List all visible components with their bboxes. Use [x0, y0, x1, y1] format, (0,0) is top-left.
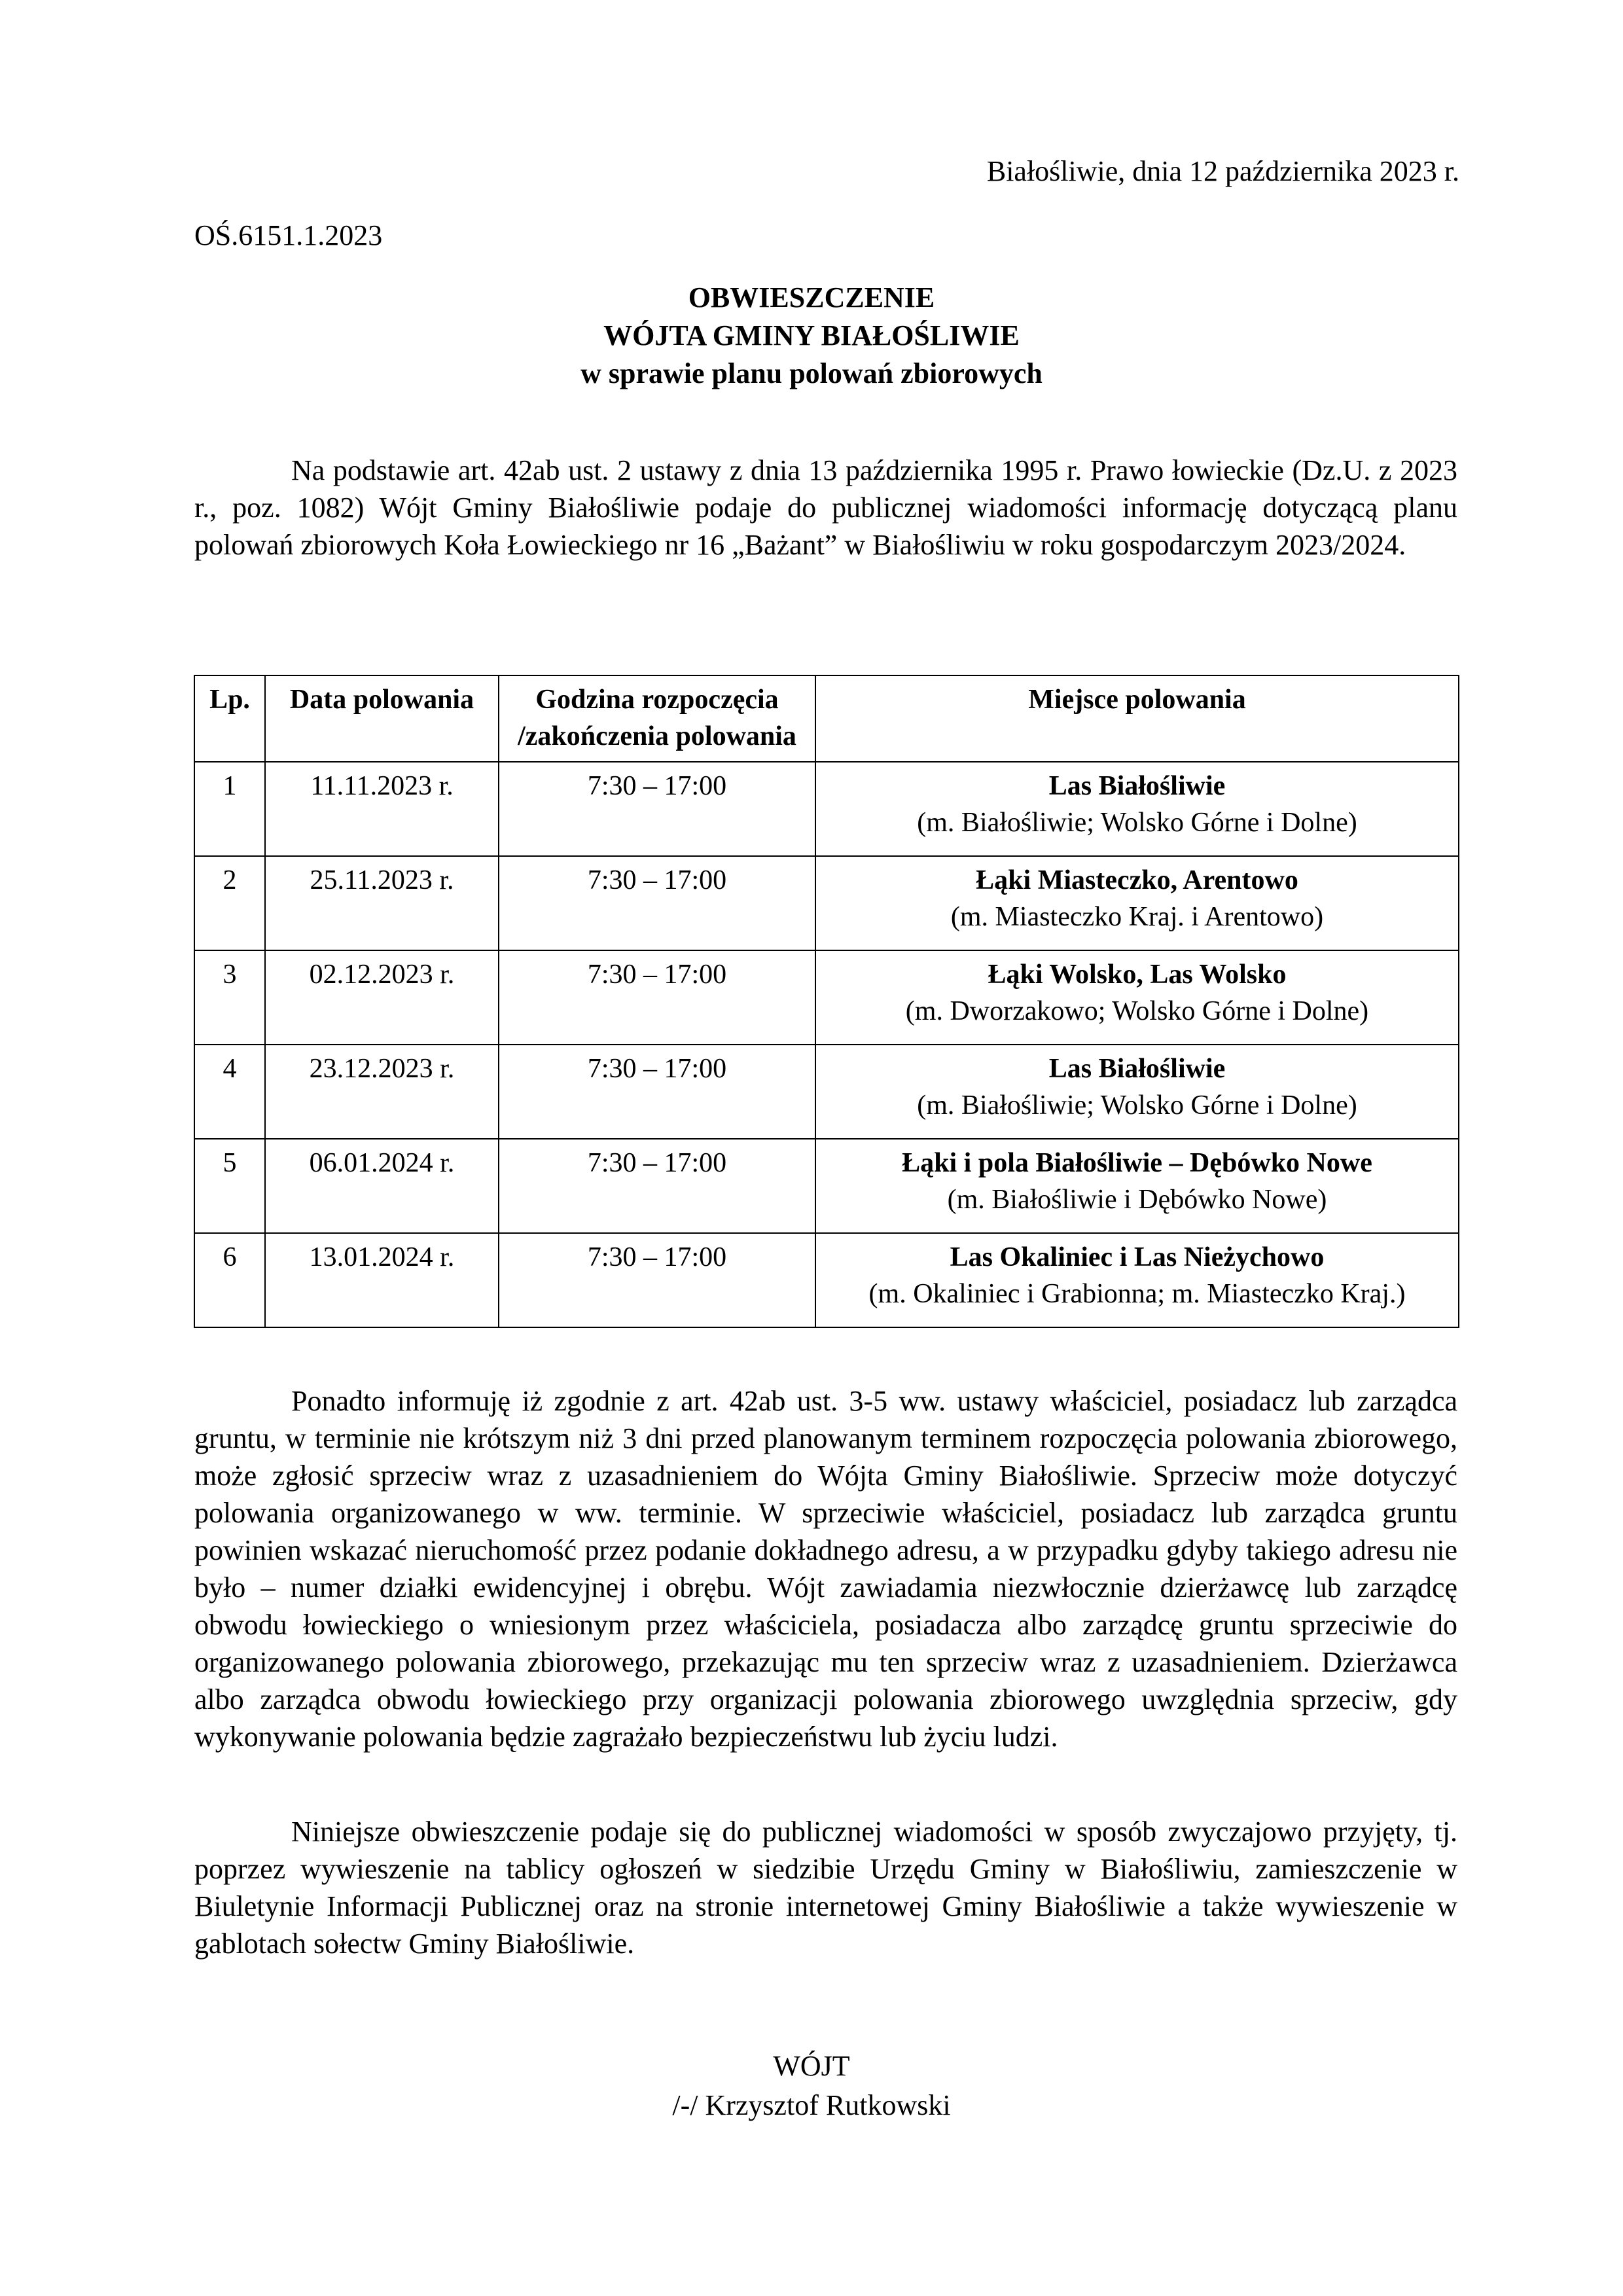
cell-date: 25.11.2023 r.: [265, 856, 499, 950]
place-detail: (m. Dworzakowo; Wolsko Górne i Dolne): [905, 996, 1369, 1026]
title-line-1: OBWIESZCZENIE: [688, 281, 935, 314]
publication-paragraph: Niniejsze obwieszczenie podaje się do publicznej wiadomości w sposób zwyczajowo przyjęty, tj. poprzez wywieszenie na tablicy ogłoszeń w siedzibie Urzędu Gminy w Białośliwiu, zamieszczenie w Biuletynie Informacji Publicznej oraz na stronie internetowej Gminy Białośliwie a także wywieszenie w gablotach sołectw Gminy Białośliwie.: [194, 1816, 1457, 1960]
place-and-date: Białośliwie, dnia 12 października 2023 r.: [986, 155, 1459, 187]
place-detail: (m. Okaliniec i Grabionna; m. Miasteczko Kraj.): [868, 1279, 1406, 1309]
cell-place: [815, 762, 1459, 856]
header-place: Miejsce polowania: [815, 675, 1459, 762]
cell-lp: 6: [194, 1233, 265, 1327]
table-row: [194, 1139, 1459, 1233]
header-lp: Lp.: [194, 675, 265, 762]
place-name: Las Okaliniec i Las Nieżychowo: [950, 1242, 1325, 1272]
signature-role: WÓJT: [773, 2050, 850, 2082]
header-date: Data polowania: [265, 675, 499, 762]
cell-date: 02.12.2023 r.: [265, 950, 499, 1045]
place-name: Łąki i pola Białośliwie – Dębówko Nowe: [902, 1148, 1372, 1178]
intro-paragraph: Na podstawie art. 42ab ust. 2 ustawy z dnia 13 października 1995 r. Prawo łowieckie (Dz.U. z 2023 r., poz. 1082) Wójt Gminy Białośliwie podaje do publicznej wiadomości informację dotyczącą planu polowań zbiorowych Koła Łowieckiego nr 16 „Bażant” w Białośliwiu w roku gospodarczym 2023/2024.: [194, 454, 1457, 561]
cell-date: 11.11.2023 r.: [265, 762, 499, 856]
cell-place: [815, 1139, 1459, 1233]
cell-time: 7:30 – 17:00: [499, 1233, 815, 1327]
cell-time: 7:30 – 17:00: [499, 1139, 815, 1233]
table-row: [194, 1045, 1459, 1139]
cell-date: 06.01.2024 r.: [265, 1139, 499, 1233]
hunt-schedule-table: [194, 675, 1459, 1328]
signature-name: /-/ Krzysztof Rutkowski: [672, 2089, 951, 2121]
cell-place: [815, 856, 1459, 950]
reference-number: OŚ.6151.1.2023: [194, 219, 383, 251]
document-title: [0, 279, 1623, 393]
objection-paragraph: Ponadto informuję iż zgodnie z art. 42ab ust. 3-5 ww. ustawy właściciel, posiadacz lub zarządca gruntu, w terminie nie krótszym niż 3 dni przed planowanym terminem rozpoczęcia polowania zbiorowego, może zgłosić sprzeciw wraz z uzasadnieniem do Wójta Gminy Białośliwie. Sprzeciw może dotyczyć polowania organizowanego w ww. terminie. W sprzeciwie właściciel, posiadacz lub zarządca gruntu powinien wskazać nieruchomość przez podanie dokładnego adresu, a w przypadku gdyby takiego adresu nie było – numer działki ewidencyjnej i obrębu. Wójt zawiadamia niezwłocznie dzierżawcę lub zarządcę obwodu łowieckiego o wniesionym przez właściciela, posiadacza albo zarządcę gruntu sprzeciwie do organizowanego polowania zbiorowego, przekazując mu ten sprzeciw wraz z uzasadnieniem. Dzierżawca albo zarządca obwodu łowieckiego przy organizacji polowania zbiorowego uwzględnia sprzeciw, gdy wykonywanie polowania będzie zagrażało bezpieczeństwu lub życiu ludzi.: [194, 1385, 1457, 1753]
table-row: [194, 950, 1459, 1045]
cell-place: [815, 1045, 1459, 1139]
cell-lp: 5: [194, 1139, 265, 1233]
cell-time: 7:30 – 17:00: [499, 856, 815, 950]
table-row: [194, 1233, 1459, 1327]
place-name: Las Białośliwie: [1048, 1054, 1226, 1084]
cell-date: 13.01.2024 r.: [265, 1233, 499, 1327]
cell-lp: 1: [194, 762, 265, 856]
place-name: Łąki Wolsko, Las Wolsko: [988, 960, 1287, 990]
header-time-line1: Godzina rozpoczęcia: [535, 685, 779, 715]
cell-time: 7:30 – 17:00: [499, 762, 815, 856]
place-detail: (m. Białośliwie i Dębówko Nowe): [947, 1185, 1327, 1215]
cell-lp: 4: [194, 1045, 265, 1139]
table-header-row: [194, 675, 1459, 762]
place-detail: (m. Miasteczko Kraj. i Arentowo): [950, 902, 1324, 932]
place-name: Las Białośliwie: [1048, 771, 1226, 801]
place-name: Łąki Miasteczko, Arentowo: [976, 865, 1298, 895]
cell-place: [815, 950, 1459, 1045]
signature-block: [0, 2047, 1623, 2125]
cell-place: [815, 1233, 1459, 1327]
table-row: [194, 762, 1459, 856]
cell-lp: 2: [194, 856, 265, 950]
place-detail: (m. Białośliwie; Wolsko Górne i Dolne): [917, 1090, 1357, 1121]
cell-lp: 3: [194, 950, 265, 1045]
cell-time: 7:30 – 17:00: [499, 950, 815, 1045]
title-line-3: w sprawie planu polowań zbiorowych: [580, 357, 1043, 389]
title-line-2: WÓJTA GMINY BIAŁOŚLIWIE: [603, 319, 1020, 351]
cell-date: 23.12.2023 r.: [265, 1045, 499, 1139]
table-row: [194, 856, 1459, 950]
cell-time: 7:30 – 17:00: [499, 1045, 815, 1139]
place-detail: (m. Białośliwie; Wolsko Górne i Dolne): [917, 808, 1357, 838]
header-time: [499, 675, 815, 762]
header-time-line2: /zakończenia polowania: [518, 721, 796, 751]
